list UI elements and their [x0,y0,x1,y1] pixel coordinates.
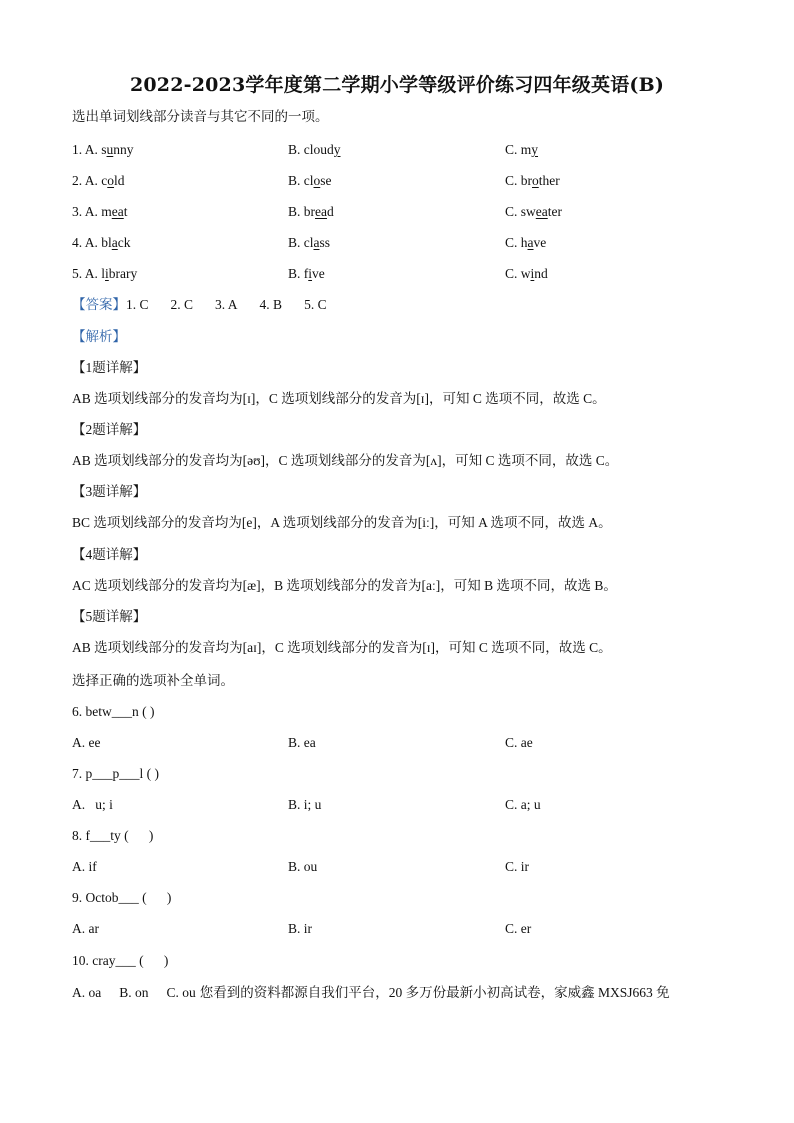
detail-4-text: AC 选项划线部分的发音均为[æ]，B 选项划线部分的发音为[aː]，可知 B 选项不同，故选 B。 [72,578,617,593]
q4-option-b: B. class [288,235,331,250]
detail-5-label: 【5题详解】 [72,609,147,624]
q9-option-c: C. er [505,921,532,936]
question-1 [72,141,752,159]
q6-option-c: C. ae [505,735,533,750]
q1-option-c: C. my [505,142,539,157]
q10-option-c: C. ou [166,985,196,1000]
q6-option-b: B. ea [288,735,316,750]
question-8-stem: 8. f___ty ( ) [72,828,154,843]
platform-notice: 您看到的资料都源自我们平台，20 多万份最新小初高试卷，家威鑫 MXSJ663 免 [199,985,670,1000]
q7-option-b: B. i; u [288,797,322,812]
q9-option-b: B. ir [288,921,313,936]
section1-instruction: 选出单词划线部分读音与其它不同的一项。 [72,109,329,124]
q2-option-a: 2. A. cold [72,173,125,188]
question-8-options [72,858,752,876]
question-10-options-line [72,984,670,1002]
q9-option-a: A. ar [72,921,99,936]
q10-option-a: A. oa [72,985,102,1000]
answer-label: 【答案】 [72,297,126,312]
q5-option-b: B. five [288,266,325,281]
answer-item: 4. B [259,297,283,312]
question-7-options [72,796,752,814]
detail-5-text: AB 选项划线部分的发音均为[aɪ]，C 选项划线部分的发音为[ɪ]，可知 C 选项不同，故选 C。 [72,640,612,655]
question-7-stem: 7. p___p___l ( ) [72,766,159,781]
detail-1-label: 【1题详解】 [72,360,147,375]
q3-option-c: C. sweater [505,204,562,219]
answer-item: 1. C [126,297,149,312]
q3-option-a: 3. A. meat [72,204,128,219]
q7-option-c: C. a; u [505,797,541,812]
q8-option-b: B. ou [288,859,318,874]
detail-4-label: 【4题详解】 [72,547,147,562]
answer-item: 5. C [304,297,327,312]
q2-option-b: B. close [288,173,332,188]
q8-option-a: A. if [72,859,97,874]
q4-option-c: C. have [505,235,547,250]
q3-option-b: B. bread [288,204,334,219]
answer-line [72,296,349,314]
page-title: 2022-2023学年度第二学期小学等级评价练习四年级英语(B) [129,74,665,96]
q8-option-c: C. ir [505,859,530,874]
q1-option-b: B. cloudy [288,142,341,157]
question-9-stem: 9. Octob___ ( ) [72,890,172,905]
question-6-stem: 6. betw___n ( ) [72,704,155,719]
question-6-options [72,734,752,752]
answer-item: 3. A [215,297,238,312]
q5-option-a: 5. A. library [72,266,138,281]
detail-2-text: AB 选项划线部分的发音均为[əʊ]，C 选项划线部分的发音为[ʌ]，可知 C 选项不同，故选 C。 [72,453,619,468]
q1-option-a: 1. A. sunny [72,142,134,157]
answer-item: 2. C [170,297,194,312]
q6-option-a: A. ee [72,735,101,750]
question-10-stem: 10. cray___ ( ) [72,953,169,968]
q7-option-a: A. u; i [72,797,113,812]
question-3 [72,203,752,221]
section2-instruction: 选择正确的选项补全单词。 [72,673,234,688]
q10-option-b: B. on [119,985,149,1000]
detail-1-text: AB 选项划线部分的发音均为[ɪ]，C 选项划线部分的发音为[ɪ]，可知 C 选项不同，故选 C。 [72,391,606,406]
detail-3-text: BC 选项划线部分的发音均为[e]，A 选项划线部分的发音为[iː]，可知 A 选项不同，故选 A。 [72,515,612,530]
question-2 [72,172,752,190]
detail-2-label: 【2题详解】 [72,422,147,437]
question-4 [72,234,752,252]
q4-option-a: 4. A. black [72,235,131,250]
q5-option-c: C. wind [505,266,548,281]
analysis-label: 【解析】 [72,329,126,344]
question-9-options [72,920,752,938]
q2-option-c: C. brother [505,173,560,188]
detail-3-label: 【3题详解】 [72,484,147,499]
question-5 [72,265,752,283]
